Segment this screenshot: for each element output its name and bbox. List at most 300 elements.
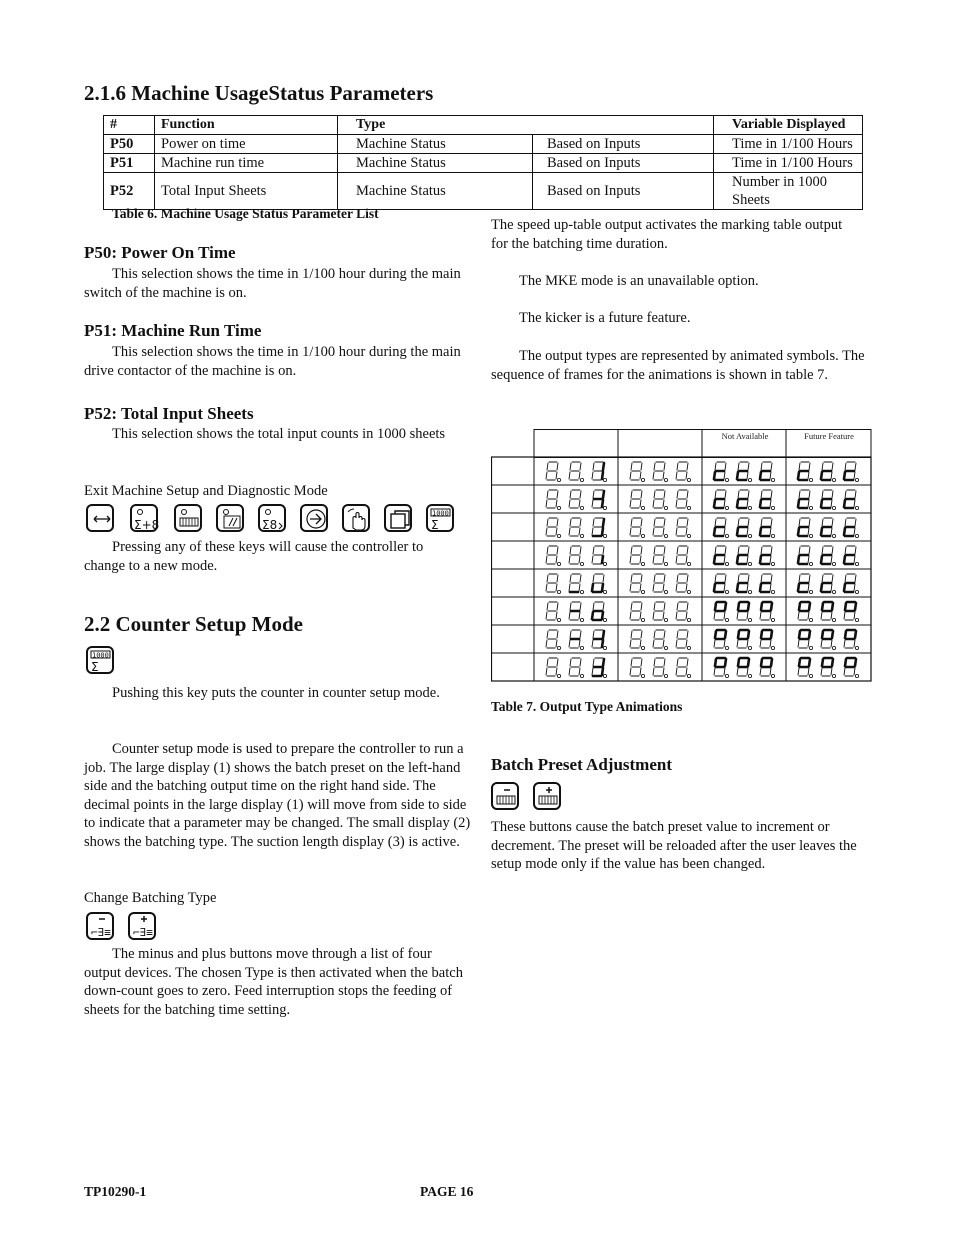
digit-decimal-point [641,590,644,593]
digit-segment [798,472,799,479]
digit-segment [737,640,738,647]
batch-type-plus-key-icon[interactable] [128,912,156,940]
digit-segment [808,528,809,535]
digit-segment [664,631,665,638]
digit-segment [715,547,716,554]
table-header: Type [338,116,533,135]
digit-segment [557,463,558,470]
digit-segment [676,528,677,535]
digit-segment [654,547,655,554]
digit-decimal-point [557,674,560,677]
digit-segment [640,500,641,507]
digit-segment [557,547,558,554]
digit-decimal-point [855,646,858,649]
digit-segment [715,519,716,526]
digit-segment [725,631,726,638]
digit-segment [686,584,687,591]
digit-decimal-point [771,618,774,621]
digit-segment [748,659,749,666]
digit-segment [725,491,726,498]
digit-decimal-point [771,506,774,509]
digit-decimal-point [832,506,835,509]
svg-text:⌐∃≡: ⌐∃≡ [133,926,153,939]
digit-decimal-point [603,618,606,621]
digit-segment [640,584,641,591]
digit-segment [724,528,725,535]
digit-segment [677,631,678,638]
digit-decimal-point [664,590,667,593]
table-header: Variable Displayed [714,116,863,135]
digit-segment [737,584,738,591]
not-available-header: Not Available [721,431,769,441]
batch-count-key-icon[interactable] [174,504,202,532]
digit-decimal-point [664,618,667,621]
digit-segment [855,463,856,470]
digit-segment [602,584,603,591]
digit-segment [821,668,822,675]
digit-segment [724,640,725,647]
digit-decimal-point [725,506,728,509]
digit-decimal-point [855,590,858,593]
digit-segment [799,519,800,526]
digit-segment [845,575,846,582]
svg-text:Σ: Σ [91,660,99,674]
digit-decimal-point [725,674,728,677]
table-cell: Number in 1000 Sheets [732,174,828,208]
digit-segment [770,668,771,675]
digit-segment [715,463,716,470]
table-cell: Total Input Sheets [155,173,338,210]
digit-segment [557,603,558,610]
table-row [104,154,863,173]
digit-decimal-point [580,478,583,481]
digit-segment [663,472,664,479]
digit-segment [677,491,678,498]
digit-segment [569,556,570,563]
svg-text:⌐∃≡: ⌐∃≡ [91,926,111,939]
digit-decimal-point [603,562,606,565]
digit-segment [677,519,678,526]
digit-segment [546,528,547,535]
digit-segment [664,463,665,470]
digit-segment [580,659,581,666]
digit-decimal-point [748,646,751,649]
digit-segment [798,584,799,591]
digit-segment [602,472,603,479]
digit-segment [832,491,833,498]
digit-decimal-point [725,562,728,565]
digit-segment [676,584,677,591]
digit-segment [822,631,823,638]
digit-segment [631,547,632,554]
digit-decimal-point [748,674,751,677]
digit-segment [653,500,654,507]
digit-decimal-point [641,534,644,537]
digit-segment [770,584,771,591]
digit-segment [687,631,688,638]
digit-decimal-point [725,534,728,537]
footer-page-number: PAGE 16 [420,1184,474,1199]
digit-segment [592,668,593,675]
digit-decimal-point [725,618,728,621]
table-cell: Based on Inputs [533,173,714,210]
digit-segment [631,491,632,498]
batch-preset-plus-key-icon[interactable] [533,782,561,810]
digit-segment [686,668,687,675]
digit-segment [808,612,809,619]
digit-segment [822,519,823,526]
digit-decimal-point [580,534,583,537]
digit-segment [557,631,558,638]
digit-segment [687,463,688,470]
digit-decimal-point [809,506,812,509]
batch-type-minus-key-icon[interactable] [86,912,114,940]
digit-segment [631,575,632,582]
digit-segment [677,547,678,554]
digit-segment [844,556,845,563]
digit-segment [832,603,833,610]
digit-segment [798,612,799,619]
digit-segment [809,603,810,610]
digit-segment [630,500,631,507]
digit-segment [845,659,846,666]
digit-decimal-point [603,674,606,677]
digit-decimal-point [580,674,583,677]
digit-decimal-point [557,506,560,509]
digit-segment [686,612,687,619]
digit-segment [630,612,631,619]
digit-segment [714,640,715,647]
digit-decimal-point [557,590,560,593]
p52-text: This selection shows the total input counts in 1000 sheets [112,426,446,442]
digit-segment [748,575,749,582]
digit-decimal-point [580,562,583,565]
digit-segment [821,612,822,619]
digit-segment [760,668,761,675]
digit-segment [546,584,547,591]
digit-segment [664,603,665,610]
digit-segment [737,472,738,479]
enter-key-icon[interactable] [300,504,328,532]
digit-decimal-point [725,646,728,649]
digit-segment [631,519,632,526]
digit-segment [556,640,557,647]
digit-segment [557,491,558,498]
digit-segment [663,528,664,535]
digit-segment [747,584,748,591]
digit-decimal-point [664,562,667,565]
digit-segment [832,463,833,470]
digit-segment [799,603,800,610]
digit-segment [808,472,809,479]
digit-segment [771,631,772,638]
digit-segment [748,547,749,554]
digit-segment [738,631,739,638]
digit-segment [845,463,846,470]
digit-segment [664,547,665,554]
digit-segment [799,491,800,498]
digit-segment [832,519,833,526]
digit-segment [798,668,799,675]
digit-segment [641,603,642,610]
change-batching-label: Change Batching Type [84,890,217,906]
digit-segment [653,640,654,647]
digit-segment [569,612,570,619]
digit-decimal-point [809,478,812,481]
digit-segment [631,631,632,638]
digit-segment [714,528,715,535]
digit-segment [641,519,642,526]
digit-segment [687,519,688,526]
digit-segment [845,491,846,498]
digit-decimal-point [641,506,644,509]
digit-decimal-point [664,478,667,481]
digit-segment [747,472,748,479]
digit-segment [724,556,725,563]
digit-decimal-point [771,562,774,565]
digit-decimal-point [580,506,583,509]
digit-segment [641,631,642,638]
digit-segment [747,640,748,647]
digit-decimal-point [855,674,858,677]
digit-segment [556,584,557,591]
digit-segment [724,668,725,675]
sum-clear-key-icon[interactable] [258,504,286,532]
digit-segment [677,603,678,610]
footer-doc-id: TP10290-1 [84,1184,147,1199]
table-7-caption: Table 7. Output Type Animations [491,699,683,714]
digit-decimal-point [771,674,774,677]
digit-segment [832,575,833,582]
p51-text: This selection shows the time in 1/100 hour during the main drive contactor of the machine is on. [84,344,461,379]
batch-preset-text: These buttons cause the batch preset value to increment or decrement. The preset will be reloaded after the user leaves the setup mode only if the value has been changed. [491,819,857,873]
digit-decimal-point [687,534,690,537]
digit-segment [714,556,715,563]
digit-decimal-point [641,674,644,677]
digit-decimal-point [687,562,690,565]
digit-segment [771,547,772,554]
digit-segment [821,528,822,535]
digit-segment [809,491,810,498]
digit-segment [714,500,715,507]
digit-segment [592,640,593,647]
digit-segment [676,640,677,647]
right-para3: The kicker is a future feature. [519,310,691,326]
counter-setup-para2: Counter setup mode is used to prepare the controller to run a job. The large display (1) shows the batch preset on the left-hand side and the batching output time on the right hand side. The decimal points in the large display (1) will move from side to side to indicate that a parameter may be changed. The small display (2) shows the batching type. The suction length display (3) is active. [84,741,471,850]
table-cell: Time in 1/100 Hours [714,135,863,154]
counter-key-icon[interactable] [426,504,454,532]
digit-segment [593,603,594,610]
parameter-table [103,115,863,210]
digit-segment [822,659,823,666]
digit-segment [854,640,855,647]
digit-decimal-point [832,646,835,649]
digit-segment [715,631,716,638]
digit-segment [579,668,580,675]
digit-segment [676,500,677,507]
digit-segment [808,640,809,647]
batch-preset-minus-key-icon[interactable] [491,782,519,810]
digit-segment [831,612,832,619]
digit-segment [664,519,665,526]
digit-decimal-point [641,646,644,649]
digit-segment [770,640,771,647]
digit-decimal-point [771,590,774,593]
digit-segment [725,463,726,470]
digit-decimal-point [748,534,751,537]
digit-segment [580,463,581,470]
digit-segment [854,584,855,591]
digit-segment [640,612,641,619]
digit-segment [725,659,726,666]
digit-segment [822,491,823,498]
digit-segment [686,640,687,647]
digit-segment [770,500,771,507]
digit-segment [580,575,581,582]
digit-segment [546,640,547,647]
digit-segment [570,631,571,638]
digit-segment [592,556,593,563]
digit-segment [653,528,654,535]
digit-segment [821,472,822,479]
digit-decimal-point [664,534,667,537]
digit-segment [570,519,571,526]
digit-decimal-point [557,562,560,565]
table-row [104,135,863,154]
digit-segment [771,463,772,470]
digit-segment [845,547,846,554]
digit-segment [686,472,687,479]
counter-setup-key-icon[interactable] [86,646,114,674]
digit-segment [547,659,548,666]
digit-segment [714,668,715,675]
digit-segment [677,463,678,470]
digit-segment [747,668,748,675]
digit-segment [580,603,581,610]
digit-segment [653,556,654,563]
digit-segment [799,547,800,554]
digit-decimal-point [687,618,690,621]
digit-segment [603,491,604,498]
table-cell: Time in 1/100 Hours [714,154,863,173]
digit-segment [761,547,762,554]
digit-segment [831,528,832,535]
digit-segment [664,659,665,666]
digit-segment [641,547,642,554]
digit-segment [547,491,548,498]
digit-segment [798,556,799,563]
digit-segment [798,640,799,647]
digit-segment [663,668,664,675]
hand-key-icon[interactable] [342,504,370,532]
digit-decimal-point [809,674,812,677]
digit-segment [844,612,845,619]
table-row [104,173,863,210]
right-para1: The speed up-table output activates the marking table output for the batching time duration. [491,217,843,252]
digit-segment [546,472,547,479]
digit-segment [580,491,581,498]
svg-text:1000: 1000 [432,509,449,518]
right-para4: The output types are represented by animated symbols. The sequence of frames for the animations is shown in table 7. [491,348,865,383]
digit-segment [569,500,570,507]
digit-segment [602,556,603,563]
digit-segment [653,612,654,619]
digit-decimal-point [855,534,858,537]
digit-segment [654,603,655,610]
digit-segment [602,668,603,675]
digit-decimal-point [641,562,644,565]
digit-decimal-point [832,562,835,565]
copy-key-icon[interactable] [384,504,412,532]
digit-segment [715,659,716,666]
digit-segment [761,519,762,526]
digit-segment [631,463,632,470]
digit-segment [761,463,762,470]
digit-segment [747,528,748,535]
digit-decimal-point [855,506,858,509]
digit-decimal-point [748,506,751,509]
digit-segment [546,556,547,563]
digit-segment [832,547,833,554]
digit-segment [663,500,664,507]
digit-segment [579,500,580,507]
digit-segment [556,556,557,563]
digit-segment [809,575,810,582]
digit-segment [547,519,548,526]
svg-text:Σ+8: Σ+8 [134,518,160,532]
digit-segment [654,491,655,498]
digit-segment [737,556,738,563]
digit-decimal-point [641,478,644,481]
digit-segment [641,491,642,498]
digit-segment [664,575,665,582]
digit-segment [579,584,580,591]
exit-mode-label: Exit Machine Setup and Diagnostic Mode [84,483,328,499]
digit-segment [844,472,845,479]
digit-segment [822,603,823,610]
digit-segment [602,612,603,619]
digit-segment [738,547,739,554]
speed-key-icon[interactable] [216,504,244,532]
digit-decimal-point [687,478,690,481]
digit-segment [603,575,604,582]
digit-segment [570,547,571,554]
digit-decimal-point [832,618,835,621]
digit-segment [725,519,726,526]
digit-segment [593,659,594,666]
digit-segment [844,640,845,647]
feed-width-key-icon[interactable] [86,504,114,532]
digit-segment [641,575,642,582]
digit-segment [808,500,809,507]
sum-plus-key-icon[interactable] [130,504,158,532]
digit-segment [725,603,726,610]
digit-segment [738,463,739,470]
digit-segment [724,500,725,507]
digit-segment [724,612,725,619]
digit-segment [630,640,631,647]
digit-segment [579,472,580,479]
digit-segment [556,472,557,479]
digit-segment [771,659,772,666]
digit-segment [592,528,593,535]
digit-decimal-point [855,478,858,481]
digit-segment [677,575,678,582]
digit-segment [547,631,548,638]
digit-segment [737,528,738,535]
digit-segment [603,603,604,610]
digit-segment [799,575,800,582]
